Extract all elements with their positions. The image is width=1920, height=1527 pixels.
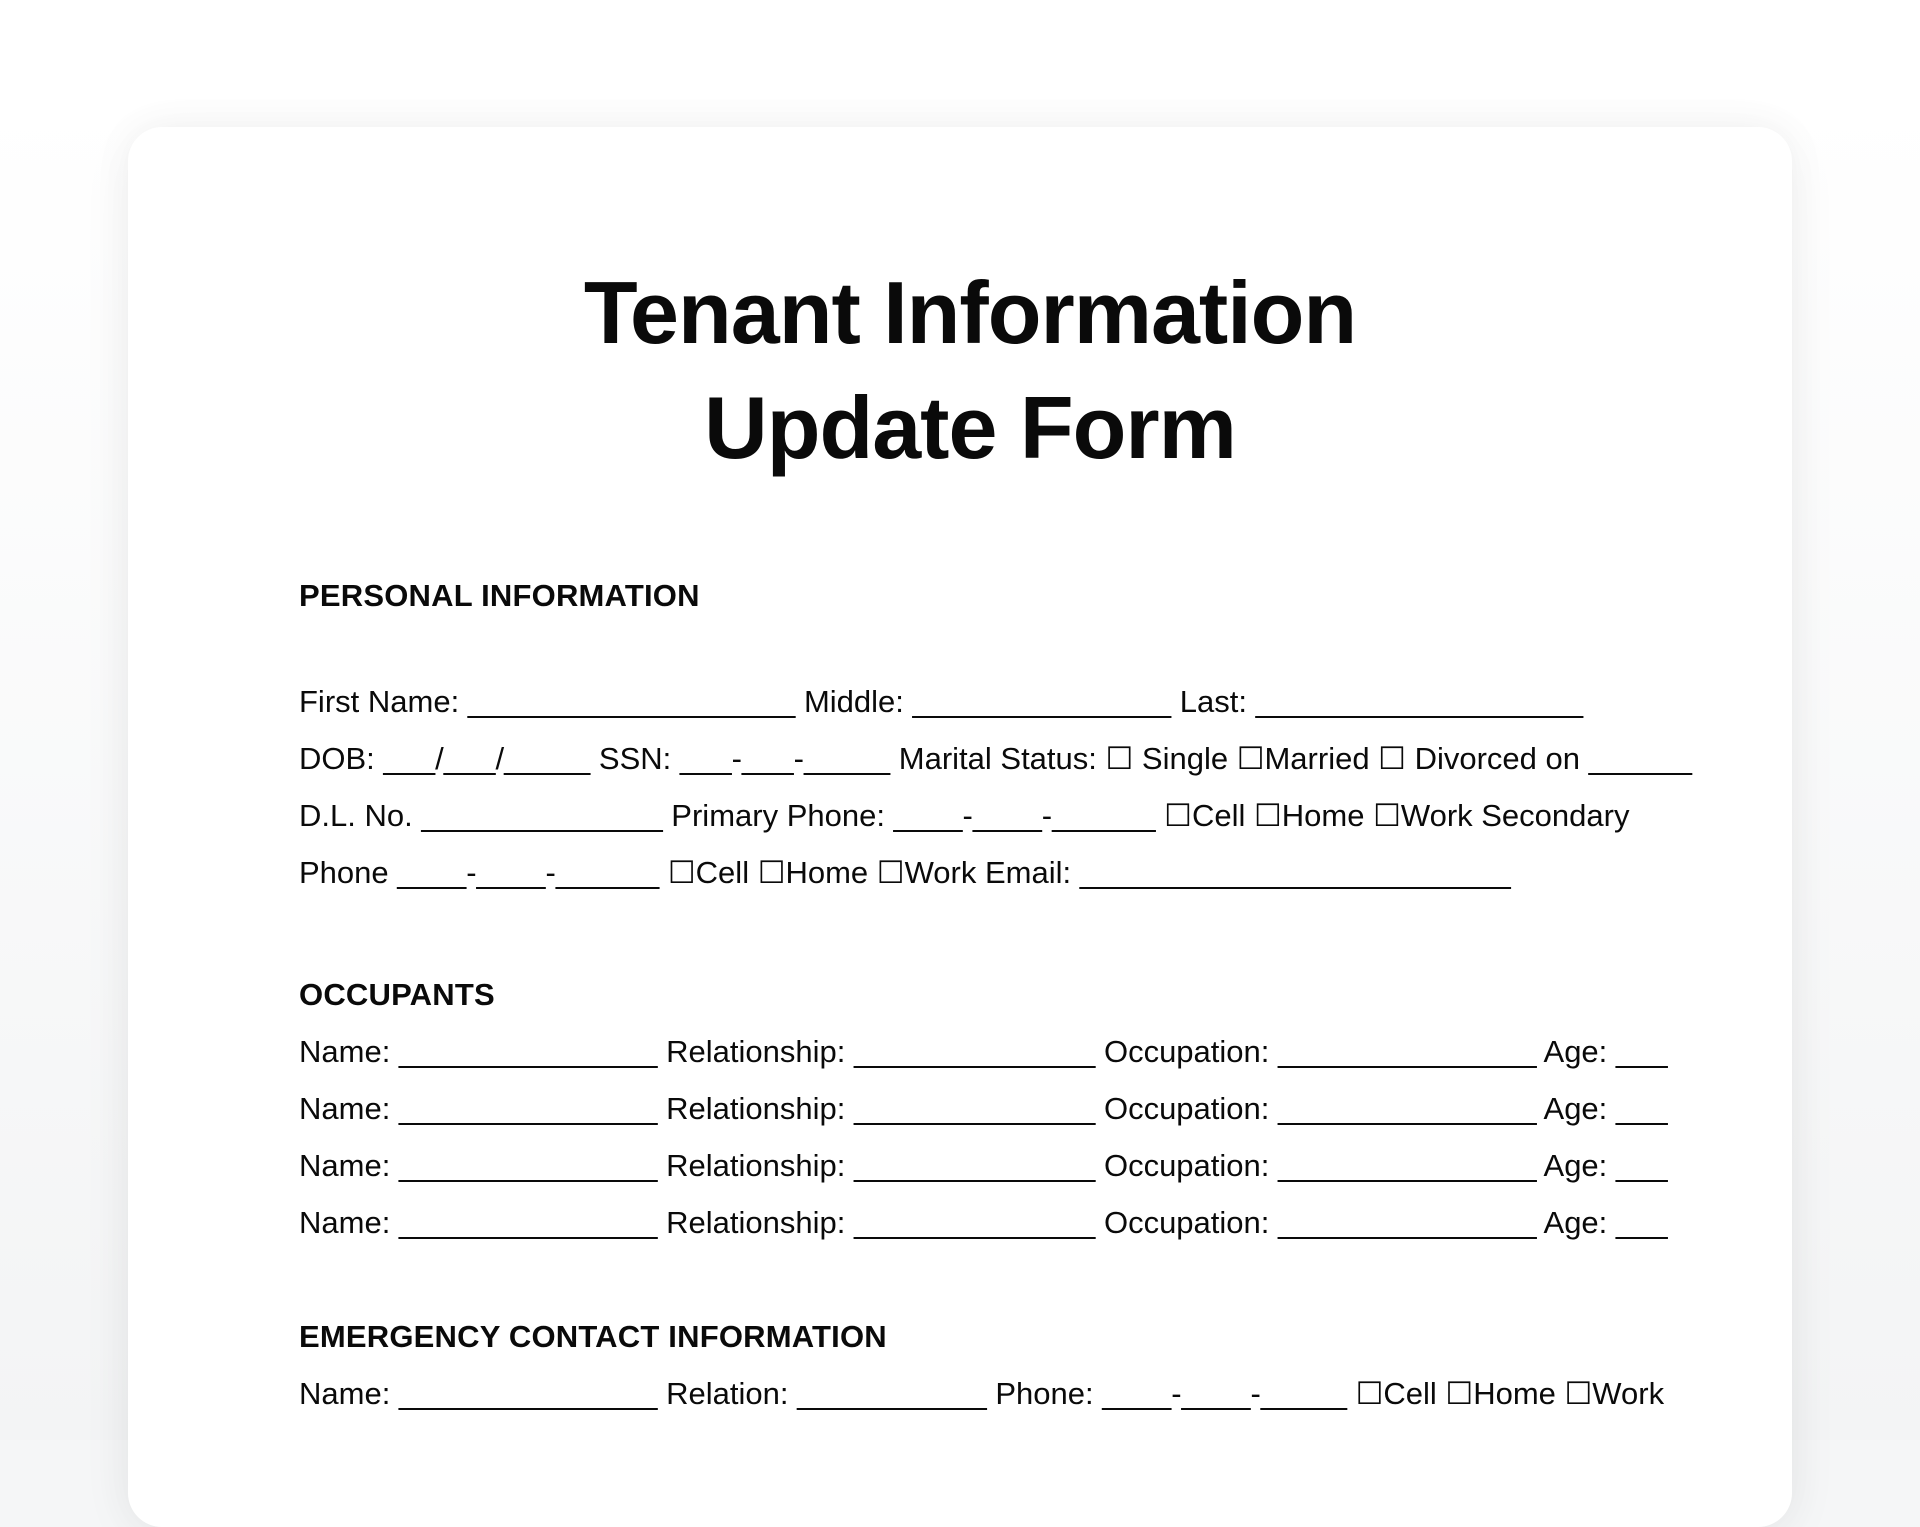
occupant-row: Name: _______________ Relationship: ______________ Occupation: _______________ Age: ___ bbox=[299, 1034, 1668, 1069]
occupant-fields bbox=[299, 1023, 1799, 1251]
title-line-1: Tenant Information bbox=[583, 263, 1357, 362]
section-heading-personal: PERSONAL INFORMATION bbox=[299, 578, 700, 613]
form-line-phone-email: Phone ____-____-______ ☐Cell ☐Home ☐Work Email: _________________________ bbox=[299, 855, 1511, 890]
document-title bbox=[0, 255, 1920, 485]
occupant-row: Name: _______________ Relationship: ______________ Occupation: _______________ Age: ___ bbox=[299, 1205, 1668, 1240]
form-line-name: First Name: ___________________ Middle: _______________ Last: ___________________ bbox=[299, 684, 1584, 719]
personal-information-section bbox=[299, 576, 1799, 901]
emergency-contact-section bbox=[299, 1317, 1799, 1422]
section-heading-occupants: OCCUPANTS bbox=[299, 977, 495, 1012]
title-line-2: Update Form bbox=[704, 378, 1236, 477]
form-line-dob-ssn-marital: DOB: ___/___/_____ SSN: ___-___-_____ Marital Status: ☐ Single ☐Married ☐ Divorced on ______ bbox=[299, 741, 1693, 776]
emergency-fields bbox=[299, 1365, 1799, 1422]
occupant-row: Name: _______________ Relationship: ______________ Occupation: _______________ Age: ___ bbox=[299, 1091, 1668, 1126]
emergency-contact-row: Name: _______________ Relation: ___________ Phone: ____-____-_____ ☐Cell ☐Home ☐Work bbox=[299, 1376, 1665, 1411]
section-heading-emergency: EMERGENCY CONTACT INFORMATION bbox=[299, 1319, 887, 1354]
occupants-section bbox=[299, 975, 1799, 1251]
occupant-row: Name: _______________ Relationship: ______________ Occupation: _______________ Age: ___ bbox=[299, 1148, 1668, 1183]
personal-fields bbox=[299, 673, 1799, 901]
form-line-license-phone: D.L. No. ______________ Primary Phone: ____-____-______ ☐Cell ☐Home ☐Work Secondary bbox=[299, 798, 1630, 833]
